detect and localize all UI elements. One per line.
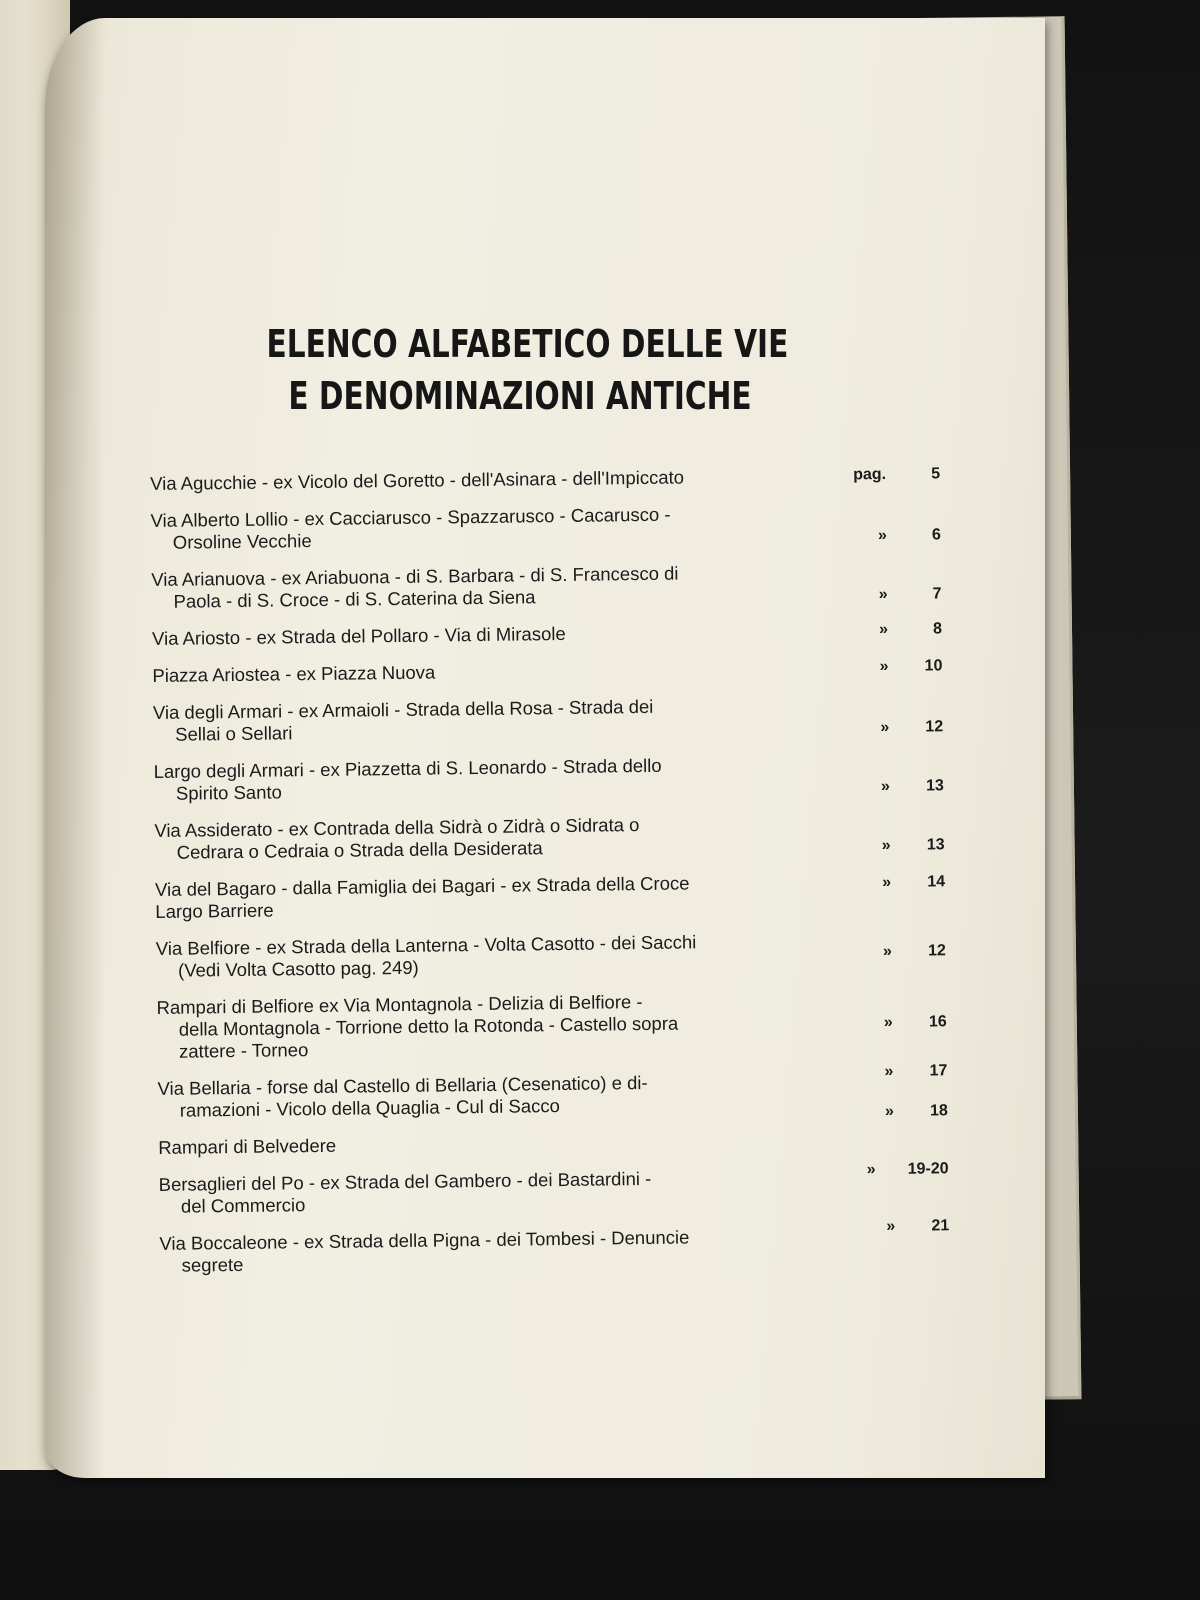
entry-line-continued: Spirito Santo xyxy=(175,781,282,804)
entry-text xyxy=(153,694,803,746)
page-reference xyxy=(847,1062,947,1081)
entry-line: Via Assiderato - ex Contrada della Sidrà o Zidrà o Sidrata o xyxy=(154,814,640,841)
page-number: 16 xyxy=(928,1013,947,1031)
book-page xyxy=(45,18,1045,1478)
list-item xyxy=(154,810,944,864)
page-number: 17 xyxy=(929,1062,948,1080)
list-item xyxy=(150,463,940,495)
entry-line-continued: Sellai o Sellari xyxy=(175,722,293,745)
entry-line: Via del Bagaro - dalla Famiglia dei Bagari - ex Strada della Croce xyxy=(154,872,690,900)
entry-text xyxy=(156,930,806,982)
entry-line-continued: segrete xyxy=(181,1253,244,1276)
entry-text xyxy=(150,502,800,554)
entry-line: Via Belfiore - ex Strada della Lanterna - Volta Casotto - dei Sacchi xyxy=(155,931,697,959)
entry-line: Largo degli Armari - ex Piazzetta di S. Leonardo - Strada dello xyxy=(153,754,662,782)
ditto-mark: » xyxy=(882,942,893,961)
ditto-mark: » xyxy=(866,1161,876,1179)
page-reference xyxy=(844,777,944,796)
entry-line: Rampari di Belvedere xyxy=(158,1134,337,1158)
page-number: 13 xyxy=(925,777,944,795)
list-item xyxy=(150,500,940,554)
list-item xyxy=(152,655,942,687)
entry-line-continued: della Montagnola - Torrione detto la Rotonda - Castello sopra xyxy=(178,1012,679,1040)
ditto-mark: » xyxy=(884,1062,894,1081)
entry-line: Via Boccaleone - ex Strada della Pigna - dei Tombesi - Denuncie xyxy=(159,1226,690,1254)
entry-text xyxy=(154,753,804,805)
page-number: 19-20 xyxy=(907,1160,949,1178)
list-item xyxy=(157,1062,948,1122)
page-reference xyxy=(848,1160,948,1179)
ditto-mark: » xyxy=(882,873,892,892)
page-number: 13 xyxy=(926,836,945,854)
list-item xyxy=(153,692,943,746)
entry-text xyxy=(152,620,802,650)
page-reference xyxy=(842,657,942,676)
entry-line-continued: (Vedi Volta Casotto pag. 249) xyxy=(177,956,419,981)
page-reference xyxy=(847,1013,947,1032)
page-reference xyxy=(845,836,945,855)
entry-text xyxy=(150,465,800,495)
entry-line: Via Agucchie - ex Vicolo del Goretto - dell'Asinara - dell'Impiccato xyxy=(150,466,685,494)
page-number: 12 xyxy=(925,718,944,736)
page-number: 8 xyxy=(932,620,943,638)
street-index-list xyxy=(150,463,950,1292)
page-number: 10 xyxy=(924,657,943,675)
page-number: 6 xyxy=(931,526,941,544)
entry-line-continued: zattere - Torneo xyxy=(178,1039,309,1062)
entry-line-continued: del Commercio xyxy=(180,1194,306,1217)
entry-line: Piazza Ariostea - ex Piazza Nuova xyxy=(152,661,436,686)
entry-text xyxy=(158,1129,808,1159)
entry-line-continued: Paola - di S. Croce - di S. Caterina da Siena xyxy=(173,586,536,612)
entry-line: Via degli Armari - ex Armaioli - Strada della Rosa - Strada dei xyxy=(152,695,654,723)
entry-line-continued: Orsoline Vecchie xyxy=(172,530,312,553)
entry-line: Via Bellaria - forse dal Castello di Bellaria (Cesenatico) e di- xyxy=(157,1071,648,1099)
gutter-shadow xyxy=(45,18,105,1478)
page-number: 7 xyxy=(932,585,942,603)
page-number: 21 xyxy=(931,1217,950,1235)
entry-line: Via Arianuova - ex Ariabuona - di S. Barbara - di S. Francesco di xyxy=(151,562,679,590)
entry-text xyxy=(159,1225,809,1277)
entry-line: Via Alberto Lollio - ex Cacciarusco - Spazzarusco - Cacarusco - xyxy=(150,503,671,531)
page-reference xyxy=(845,873,945,892)
title-line-2: E DENOMINAZIONI ANTICHE xyxy=(288,374,752,418)
entry-line-continued: Largo Barriere xyxy=(155,899,274,922)
page-number: 14 xyxy=(927,873,946,891)
entry-text xyxy=(154,812,804,864)
ditto-mark: » xyxy=(883,1013,893,1032)
list-item xyxy=(158,1127,948,1159)
page-number: 18 xyxy=(929,1102,948,1120)
entry-text xyxy=(155,871,805,923)
page-title xyxy=(266,318,789,422)
entry-text xyxy=(151,561,801,613)
ditto-mark: » xyxy=(880,718,890,737)
ditto-mark: » xyxy=(881,836,891,855)
entry-line-continued: Cedrara o Cedraia o Strada della Desiderata xyxy=(176,837,543,863)
list-item xyxy=(154,751,944,805)
page-reference xyxy=(840,465,940,484)
entry-text xyxy=(157,1070,807,1122)
entry-text xyxy=(159,1166,809,1218)
list-item xyxy=(159,1217,950,1277)
page-reference-secondary xyxy=(848,1102,948,1121)
ditto-mark: » xyxy=(879,657,889,676)
list-item xyxy=(155,869,945,923)
page-reference xyxy=(849,1217,949,1236)
entry-line: Via Ariosto - ex Strada del Pollaro - Via di Mirasole xyxy=(151,622,566,649)
page-mark: pag. xyxy=(853,466,887,484)
page-reference xyxy=(841,585,941,604)
list-item xyxy=(156,987,947,1063)
ditto-mark: » xyxy=(878,585,888,604)
ditto-mark: » xyxy=(884,1102,894,1121)
title-line-1: ELENCO ALFABETICO DELLE VIE xyxy=(266,322,789,366)
entry-text xyxy=(156,989,807,1063)
page-reference xyxy=(841,526,941,545)
ditto-mark: » xyxy=(877,527,887,545)
ditto-mark: » xyxy=(878,620,889,639)
page-reference xyxy=(846,942,946,961)
page-number: 12 xyxy=(927,942,947,960)
list-item xyxy=(158,1160,949,1218)
page-number: 5 xyxy=(931,465,941,483)
list-item xyxy=(151,559,941,613)
page-reference xyxy=(843,718,943,737)
entry-text xyxy=(152,657,802,687)
page-reference xyxy=(842,620,942,639)
entry-line: Bersaglieri del Po - ex Strada del Gambero - dei Bastardini - xyxy=(158,1167,652,1195)
ditto-mark: » xyxy=(886,1217,896,1236)
entry-line: Rampari di Belfiore ex Via Montagnola - Delizia di Belfiore - xyxy=(156,991,643,1018)
ditto-mark: » xyxy=(880,777,890,796)
entry-line-continued: ramazioni - Vicolo della Quaglia - Cul di Sacco xyxy=(179,1095,561,1121)
list-item xyxy=(156,928,946,982)
list-item xyxy=(152,618,942,650)
